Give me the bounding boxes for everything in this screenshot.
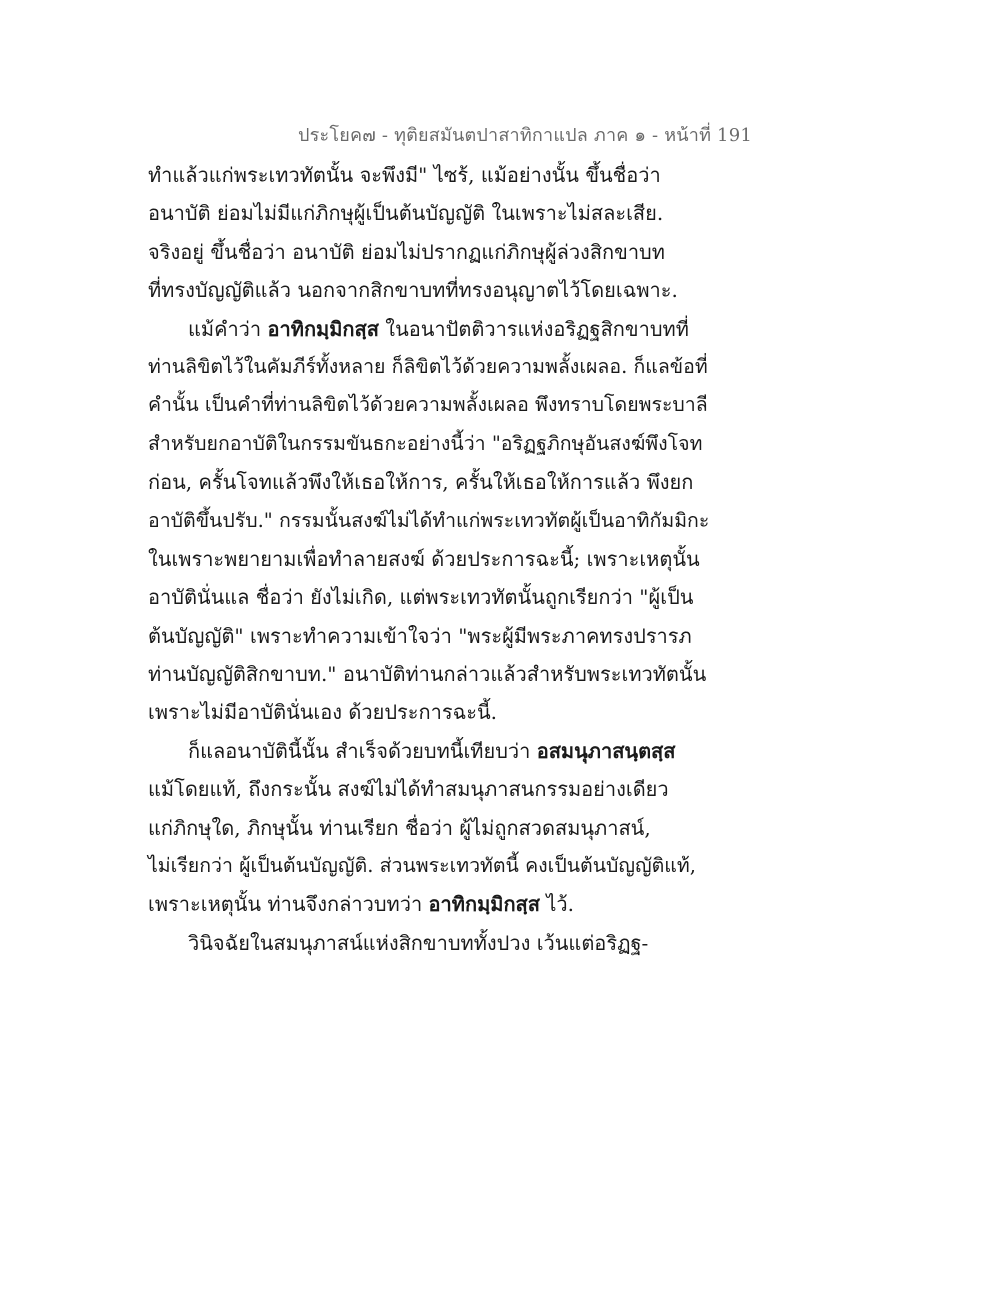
text-line: ท่านลิขิตไว้ในคัมภีร์ทั้งหลาย ก็ลิขิตไว้ด้วยความพลั้งเผลอ. ก็แลข้อที่	[148, 354, 708, 378]
text-line: แก่ภิกษุใด, ภิกษุนั้น ท่านเรียก ชื่อว่า ผู้ไม่ถูกสวดสมนุภาสน์,	[148, 815, 651, 840]
paragraph-start-line: ก็แลอนาบัตินี้นั้น สำเร็จด้วยบทนี้เทียบว่า อสมนุภาสนฺตสฺส	[188, 738, 676, 763]
text-line: ไม่เรียกว่า ผู้เป็นต้นบัญญัติ. ส่วนพระเทวทัตนี้ คงเป็นต้นบัญญัติแท้,	[148, 854, 696, 878]
text-line: อนาบัติ ย่อมไม่มีแก่ภิกษุผู้เป็นต้นบัญญัติ ในเพราะไม่สละเสีย.	[148, 201, 664, 226]
text-line: เพราะเหตุนั้น ท่านจึงกล่าวบทว่า อาทิกมฺมิกสฺส ไว้.	[148, 892, 574, 917]
text-line: อาบัตินั่นแล ชื่อว่า ยังไม่เกิด, แต่พระเทวทัตนั้นถูกเรียกว่า "ผู้เป็น	[148, 585, 694, 610]
paragraph-start-line: วินิจฉัยในสมนุภาสน์แห่งสิกขาบททั้งปวง เว้นแต่อริฏฐ-	[188, 930, 649, 955]
text-line: แม้โดยแท้, ถึงกระนั้น สงฆ์ไม่ได้ทำสมนุภาสนกรรมอย่างเดียว	[148, 777, 669, 802]
bold-term: อาทิกมฺมิกสฺส	[428, 892, 540, 917]
text-line: อาบัติขึ้นปรับ." กรรมนั้นสงฆ์ไม่ได้ทำแก่พระเทวทัตผู้เป็นอาทิกัมมิกะ	[148, 508, 710, 532]
page-header: ประโยค๗ - ทุติยสมันตปาสาทิกาแปล ภาค ๑ - หน้าที่ 191	[298, 125, 753, 146]
text-line: เพราะไม่มีอาบัตินั่นเอง ด้วยประการฉะนี้.	[148, 700, 497, 725]
text-line: ที่ทรงบัญญัติแล้ว นอกจากสิกขาบทที่ทรงอนุญาตไว้โดยเฉพาะ.	[148, 278, 678, 303]
bold-term: อสมนุภาสนฺตสฺส	[536, 738, 676, 763]
text-line: ในเพราะพยายามเพื่อทำลายสงฆ์ ด้วยประการฉะนี้; เพราะเหตุนั้น	[148, 546, 700, 571]
paragraph-start-line: แม้คำว่า อาทิกมฺมิกสฺส ในอนาปัตติวารแห่งอริฏฐสิกขาบทที่	[188, 316, 689, 341]
text-line: คำนั้น เป็นคำที่ท่านลิขิตไว้ด้วยความพลั้งเผลอ พึงทราบโดยพระบาลี	[148, 393, 708, 417]
text-line: ต้นบัญญัติ" เพราะทำความเข้าใจว่า "พระผู้มีพระภาคทรงปรารภ	[148, 623, 692, 648]
bold-term: อาทิกมฺมิกสฺส	[267, 316, 379, 341]
text-line: ทำแล้วแก่พระเทวทัตนั้น จะพึงมี" ไซร้, แม้อย่างนั้น ขึ้นชื่อว่า	[148, 163, 661, 187]
text-line: จริงอยู่ ขึ้นชื่อว่า อนาบัติ ย่อมไม่ปรากฏแก่ภิกษุผู้ล่วงสิกขาบท	[148, 239, 665, 264]
text-line: ก่อน, ครั้นโจทแล้วพึงให้เธอให้การ, ครั้นให้เธอให้การแล้ว พึงยก	[148, 470, 694, 495]
text-line: สำหรับยกอาบัติในกรรมขันธกะอย่างนี้ว่า "อริฏฐภิกษุอันสงฆ์พึงโจท	[148, 431, 703, 455]
text-line: ท่านบัญญัติสิกขาบท." อนาบัติท่านกล่าวแล้วสำหรับพระเทวทัตนั้น	[148, 662, 707, 687]
body-text	[148, 156, 708, 962]
